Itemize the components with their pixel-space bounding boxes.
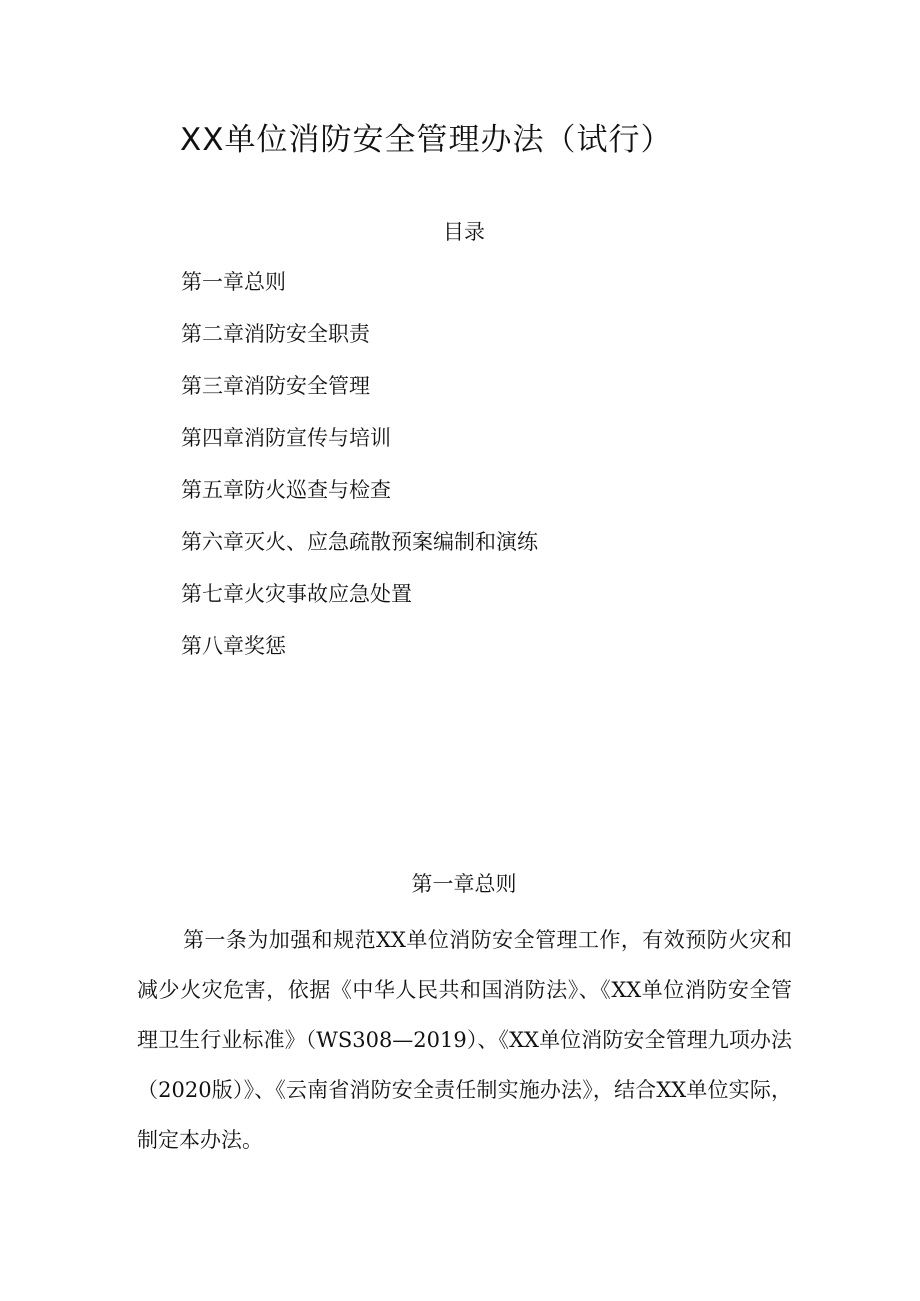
toc-item-chapter-7: 第七章火灾事故应急处置 (181, 582, 412, 606)
toc-item-chapter-4: 第四章消防宣传与培训 (181, 426, 391, 450)
toc-item-chapter-6: 第六章灭火、应急疏散预案编制和演练 (181, 530, 538, 554)
toc-item-chapter-3: 第三章消防安全管理 (181, 374, 370, 398)
toc-item-chapter-1: 第一章总则 (181, 270, 286, 294)
table-of-contents (181, 266, 538, 682)
toc-item-chapter-2: 第二章消防安全职责 (181, 322, 370, 346)
toc-item-chapter-5: 第五章防火巡查与检查 (181, 478, 391, 502)
document-title: XX单位消防安全管理办法（试行） (180, 122, 673, 158)
toc-heading: 目录 (443, 220, 485, 244)
chapter-heading: 第一章总则 (411, 872, 517, 896)
toc-item-chapter-8: 第八章奖惩 (181, 634, 286, 658)
article-1-paragraph: 第一条为加强和规范XX单位消防安全管理工作，有效预防火灾和减少火灾危害，依据《中华人民共和国消防法》、《XX单位消防安全管理卫生行业标准》（WS308—2019）、《XX单位消防安全管理九项办法（2020版）》、《云南省消防安全责任制实施办法》，结合XX单位实际，制定本办法。 (137, 928, 792, 1152)
